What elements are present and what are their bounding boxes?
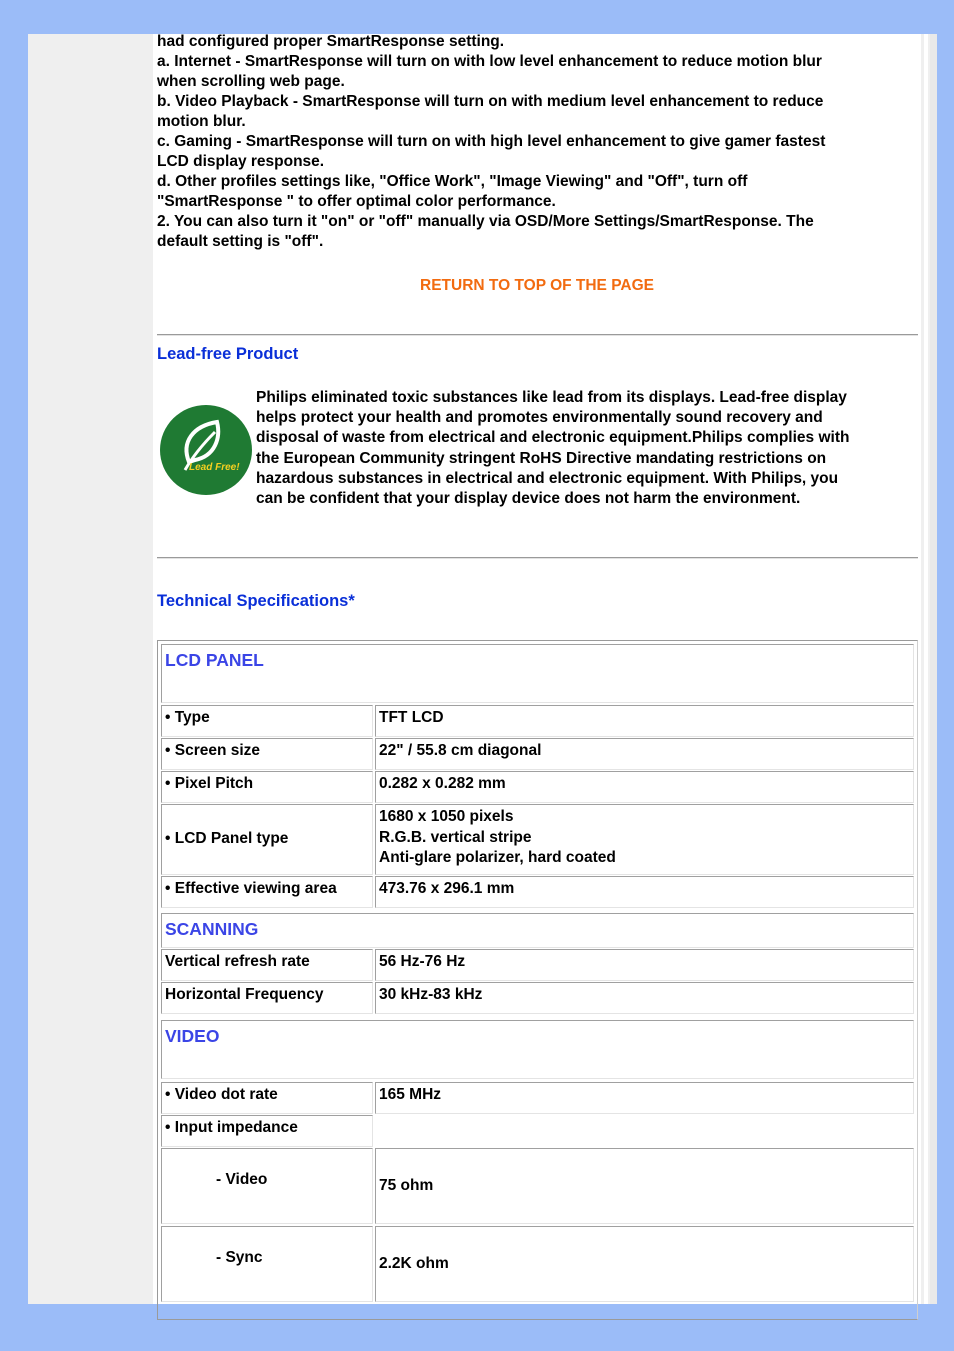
spec-label: • Screen size xyxy=(161,738,373,770)
text-line: b. Video Playback - SmartResponse will turn on with medium level enhancement to reduce xyxy=(157,93,824,110)
spec-value xyxy=(375,1226,914,1302)
spec-label: Vertical refresh rate xyxy=(161,949,373,981)
text-line: the European Community stringent RoHS Directive mandating restrictions on xyxy=(256,449,827,467)
spec-label: • Type xyxy=(161,705,373,737)
right-scroll-gutter xyxy=(930,34,937,1304)
spec-value xyxy=(375,1148,914,1224)
spec-value-line: 1680 x 1050 pixels xyxy=(379,808,514,825)
text-line: can be confident that your display device does not harm the environment. xyxy=(256,490,801,508)
lead-free-logo xyxy=(159,404,253,496)
spec-value: 473.76 x 296.1 mm xyxy=(375,876,914,908)
text-line: d. Other profiles settings like, "Office Work", "Image Viewing" and "Off", turn off xyxy=(157,173,748,190)
spec-label: • Pixel Pitch xyxy=(161,771,373,803)
tech-specs-title: Technical Specifications* xyxy=(157,592,355,610)
text-line: c. Gaming - SmartResponse will turn on with high level enhancement to give gamer fastest xyxy=(157,133,826,150)
spec-label-text: • LCD Panel type xyxy=(165,830,289,848)
spec-label: Horizontal Frequency xyxy=(161,982,373,1014)
text-line: when scrolling web page. xyxy=(157,73,345,90)
spec-value: 165 MHz xyxy=(375,1082,914,1114)
spec-label: • Input impedance xyxy=(161,1115,373,1147)
spec-value: 56 Hz-76 Hz xyxy=(375,949,914,981)
return-to-top-link[interactable]: RETURN TO TOP OF THE PAGE xyxy=(420,277,654,294)
text-line: helps protect your health and promotes environmentally sound recovery and xyxy=(256,409,823,427)
divider xyxy=(157,334,918,336)
divider xyxy=(157,557,918,559)
spec-label xyxy=(161,804,373,875)
spec-value xyxy=(375,804,914,875)
section-header-scanning: SCANNING xyxy=(161,913,914,948)
spec-value: 0.282 x 0.282 mm xyxy=(375,771,914,803)
section-header-lcd-panel: LCD PANEL xyxy=(161,644,914,703)
text-line: "SmartResponse " to offer optimal color performance. xyxy=(157,193,556,210)
spec-label: • Effective viewing area xyxy=(161,876,373,908)
spec-value-text: 75 ohm xyxy=(379,1176,434,1194)
lead-free-description xyxy=(256,388,916,509)
text-line: LCD display response. xyxy=(157,153,325,170)
text-line: motion blur. xyxy=(157,113,246,130)
spec-value-text: 2.2K ohm xyxy=(379,1254,449,1272)
spec-label: - Video xyxy=(161,1148,373,1224)
text-line: default setting is "off". xyxy=(157,233,324,250)
spec-value xyxy=(375,1115,914,1147)
text-line: had configured proper SmartResponse setting. xyxy=(157,33,505,50)
text-line: 2. You can also turn it "on" or "off" manually via OSD/More Settings/SmartResponse. The xyxy=(157,213,814,230)
text-line: disposal of waste from electrical and electronic equipment.Philips complies with xyxy=(256,429,850,447)
lead-free-title: Lead-free Product xyxy=(157,345,299,363)
section-header-video: VIDEO xyxy=(161,1020,914,1079)
text-line: hazardous substances in electrical and electronic equipment. With Philips, you xyxy=(256,469,839,487)
spec-value-line: R.G.B. vertical stripe xyxy=(379,828,532,846)
spec-label: • Video dot rate xyxy=(161,1082,373,1114)
text-line: a. Internet - SmartResponse will turn on with low level enhancement to reduce motion blur xyxy=(157,53,822,70)
spec-value-line: Anti-glare polarizer, hard coated xyxy=(379,849,616,866)
spec-value: 30 kHz-83 kHz xyxy=(375,982,914,1014)
spec-value: TFT LCD xyxy=(375,705,914,737)
text-line: Philips eliminated toxic substances like lead from its displays. Lead-free display xyxy=(256,389,847,406)
spec-label: - Sync xyxy=(161,1226,373,1302)
logo-lettering: Lead Free! xyxy=(189,462,240,473)
right-border xyxy=(924,34,928,1304)
smartresponse-paragraph xyxy=(157,32,917,252)
leaf-icon xyxy=(159,404,253,496)
spec-value: 22" / 55.8 cm diagonal xyxy=(375,738,914,770)
